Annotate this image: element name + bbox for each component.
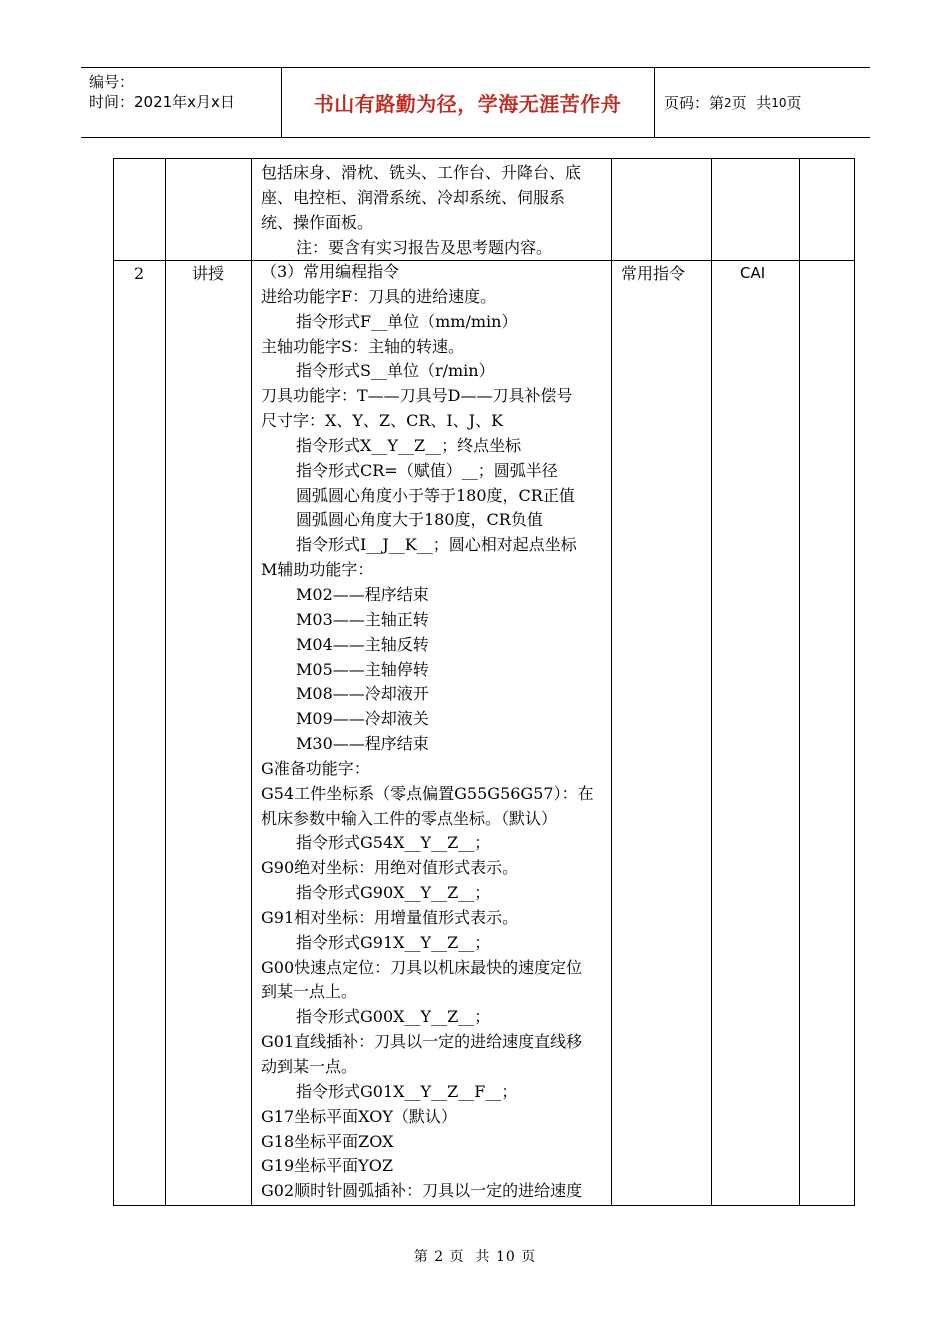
content-line: 统、操作面板。 bbox=[261, 212, 374, 232]
footer-mid: 页 共 bbox=[449, 1249, 491, 1265]
page-mid: 页 共 bbox=[731, 94, 772, 112]
content-line: 座、电控柜、润滑系统、冷却系统、伺服系 bbox=[261, 187, 566, 207]
page-end: 页 bbox=[786, 94, 802, 112]
content-line: 指令形式G54X__Y__Z__； bbox=[296, 833, 491, 853]
content-line: M30——程序结束 bbox=[296, 734, 429, 754]
content-line: 包括床身、滑枕、铣头、工作台、升降台、底 bbox=[261, 163, 582, 182]
content-line: 指令形式G90X__Y__Z__； bbox=[296, 883, 491, 903]
content-line: 指令形式F__单位（mm/min） bbox=[296, 311, 518, 331]
header-motto: 书山有路勤为径，学海无涯苦作舟 bbox=[281, 68, 655, 137]
footer-suffix: 页 bbox=[521, 1249, 537, 1265]
content-line: G02顺时针圆弧插补：刀具以一定的进给速度 bbox=[261, 1181, 583, 1201]
content-line: 指令形式CR=（赋值）__；圆弧半径 bbox=[296, 460, 558, 480]
row-2-number: 2 bbox=[134, 264, 145, 283]
content-line: 指令形式G91X__Y__Z__； bbox=[296, 932, 491, 952]
content-line: G90绝对坐标：用绝对值形式表示。 bbox=[261, 858, 519, 878]
row-2-topic: 常用指令 bbox=[621, 264, 686, 283]
content-line: 进给功能字F：刀具的进给速度。 bbox=[261, 286, 497, 306]
content-line: 圆弧圆心角度小于等于180度，CR正值 bbox=[296, 485, 575, 505]
content-line: M05——主轴停转 bbox=[296, 659, 429, 679]
column-divider bbox=[611, 159, 612, 1205]
page-label: 页码：第 bbox=[664, 94, 725, 112]
content-line: G01直线插补：刀具以一定的进给速度直线移 bbox=[261, 1032, 583, 1052]
content-line: 主轴功能字S：主轴的转速。 bbox=[261, 336, 464, 356]
content-line: M03——主轴正转 bbox=[296, 609, 429, 629]
content-line: M08——冷却液开 bbox=[296, 684, 429, 704]
header-meta bbox=[81, 68, 282, 137]
row-1-content bbox=[261, 161, 611, 260]
document-number-label: 编号： bbox=[89, 73, 135, 91]
column-divider bbox=[165, 159, 166, 1205]
header-page-number bbox=[664, 68, 802, 137]
column-divider bbox=[711, 159, 712, 1205]
column-divider bbox=[799, 159, 800, 1205]
content-line: 指令形式S__单位（r/min） bbox=[296, 361, 495, 381]
content-line: G91相对坐标：用增量值形式表示。 bbox=[261, 907, 519, 927]
page-total: 10 bbox=[771, 95, 787, 110]
content-line: 到某一点上。 bbox=[261, 982, 358, 1002]
content-line: G00快速点定位：刀具以机床最快的速度定位 bbox=[261, 957, 583, 977]
content-line: 指令形式X__Y__Z__；终点坐标 bbox=[296, 435, 522, 455]
column-divider bbox=[251, 159, 252, 1205]
content-line: M09——冷却液关 bbox=[296, 709, 429, 729]
content-line: M02——程序结束 bbox=[296, 584, 429, 604]
content-line: G18坐标平面ZOX bbox=[261, 1131, 394, 1151]
content-line: 指令形式G00X__Y__Z__； bbox=[296, 1007, 491, 1027]
content-line: M04——主轴反转 bbox=[296, 634, 429, 654]
row-2-tool: CAI bbox=[740, 264, 766, 282]
row-2-method: 讲授 bbox=[192, 264, 225, 283]
content-line: 机床参数中输入工件的零点坐标。（默认） bbox=[261, 808, 558, 828]
page-header bbox=[81, 67, 870, 138]
content-line: 动到某一点。 bbox=[261, 1057, 358, 1076]
content-line: 圆弧圆心角度大于180度，CR负值 bbox=[296, 510, 543, 530]
row-2-content bbox=[261, 260, 611, 1204]
footer-prefix: 第 bbox=[413, 1249, 429, 1265]
content-line: （3）常用编程指令 bbox=[261, 262, 400, 281]
content-line: M辅助功能字： bbox=[261, 560, 374, 580]
content-line: 指令形式I__J__K__；圆心相对起点坐标 bbox=[296, 535, 577, 555]
footer-total: 10 bbox=[495, 1249, 516, 1265]
content-line: 尺寸字：X、Y、Z、CR、I、J、K bbox=[261, 411, 504, 431]
content-line: G准备功能字： bbox=[261, 758, 370, 778]
document-date: 时间：2021年x月x日 bbox=[89, 93, 235, 111]
content-line: 指令形式G01X__Y__Z__F__； bbox=[296, 1081, 518, 1101]
content-line: G54工件坐标系（零点偏置G55G56G57）：在 bbox=[261, 783, 594, 803]
page-current: 2 bbox=[724, 95, 732, 110]
page-footer bbox=[0, 1246, 950, 1266]
content-line: 注：要含有实习报告及思考题内容。 bbox=[296, 237, 553, 257]
footer-current: 2 bbox=[434, 1249, 445, 1265]
lesson-plan-table bbox=[113, 158, 855, 1206]
content-line: 刀具功能字：T——刀具号D——刀具补偿号 bbox=[261, 386, 573, 406]
content-line: G19坐标平面YOZ bbox=[261, 1156, 393, 1176]
content-line: G17坐标平面XOY（默认） bbox=[261, 1106, 457, 1126]
